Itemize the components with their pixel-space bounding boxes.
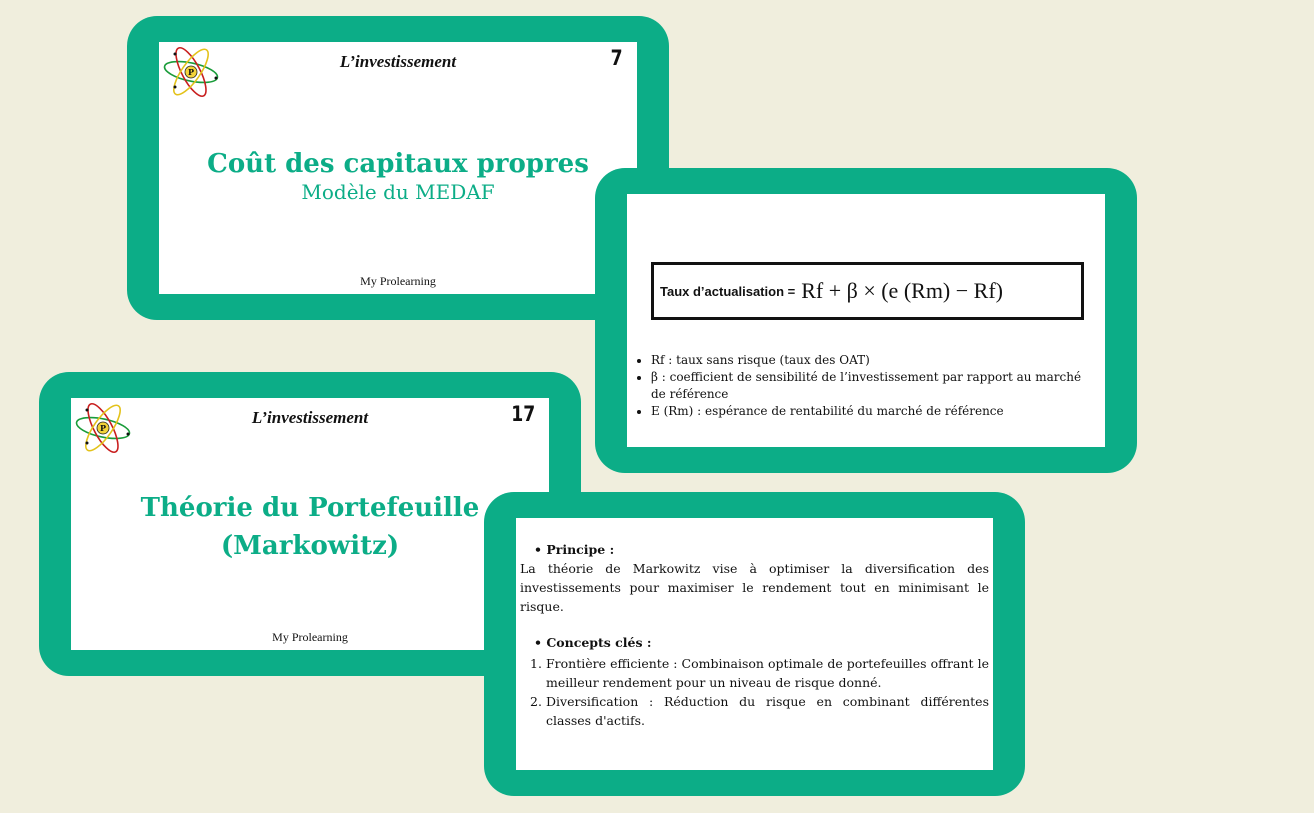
bullet-dot: • [534,635,547,650]
slide-card-formula[interactable] [595,168,1137,473]
slide-17-content [71,398,549,650]
concepts-list [530,654,989,730]
formula-label: Taux d’actualisation = [660,283,796,299]
list-text: Frontière efficiente : Combinaison optimale de portefeuilles offrant le meilleur rendement pour un niveau de risque donné. [546,656,989,690]
list-number: 1. [530,656,542,671]
list-number: 2. [530,694,542,709]
list-item: • β : coefficient de sensibilité de l’investissement par rapport au marché de référence [651,369,1095,403]
svg-text:P: P [99,423,107,433]
list-item: • Rf : taux sans risque (taux des OAT) [651,352,1095,369]
list-item: • E (Rm) : espérance de rentabilité du marché de référence [651,403,1095,420]
slide-footer: My Prolearning [360,274,436,288]
slide-card-7[interactable] [127,16,669,320]
concepts-heading-label: Concepts clés : [546,635,652,650]
slide-subtitle: Modèle du MEDAF [301,180,495,204]
slide-number: 7 [611,46,623,70]
bullet-dot: • [534,542,547,557]
principe-text: La théorie de Markowitz vise à optimiser la diversification des investissements pour maximiser le rendement tout en minimisant le risque. [520,561,989,614]
formula-expression: Rf + β × (e (Rm) − Rf) [801,278,1003,303]
markowitz-slide-content [516,518,993,770]
svg-text:P: P [187,67,195,77]
slide-number: 17 [511,402,535,426]
slide-title-line2: (Markowitz) [220,531,400,561]
list-item [530,692,989,730]
formula-box [651,262,1084,320]
slide-header-title: L’investissement [339,52,457,71]
formula-bullet-list [637,352,1095,420]
principe-heading [534,540,614,559]
slide-card-markowitz[interactable] [484,492,1025,796]
slide-header-title: L’investissement [251,408,369,427]
slide-title-line1: Théorie du Portefeuille [140,493,480,523]
slide-footer: My Prolearning [272,630,348,644]
list-item [530,654,989,692]
principe-heading-label: Principe : [546,542,615,557]
concepts-heading [534,633,652,652]
slide-title: Coût des capitaux propres [207,149,589,179]
list-text: Diversification : Réduction du risque en combinant différentes classes d'actifs. [546,694,989,728]
formula-slide-content [627,194,1105,447]
slide-7-content [159,42,637,294]
